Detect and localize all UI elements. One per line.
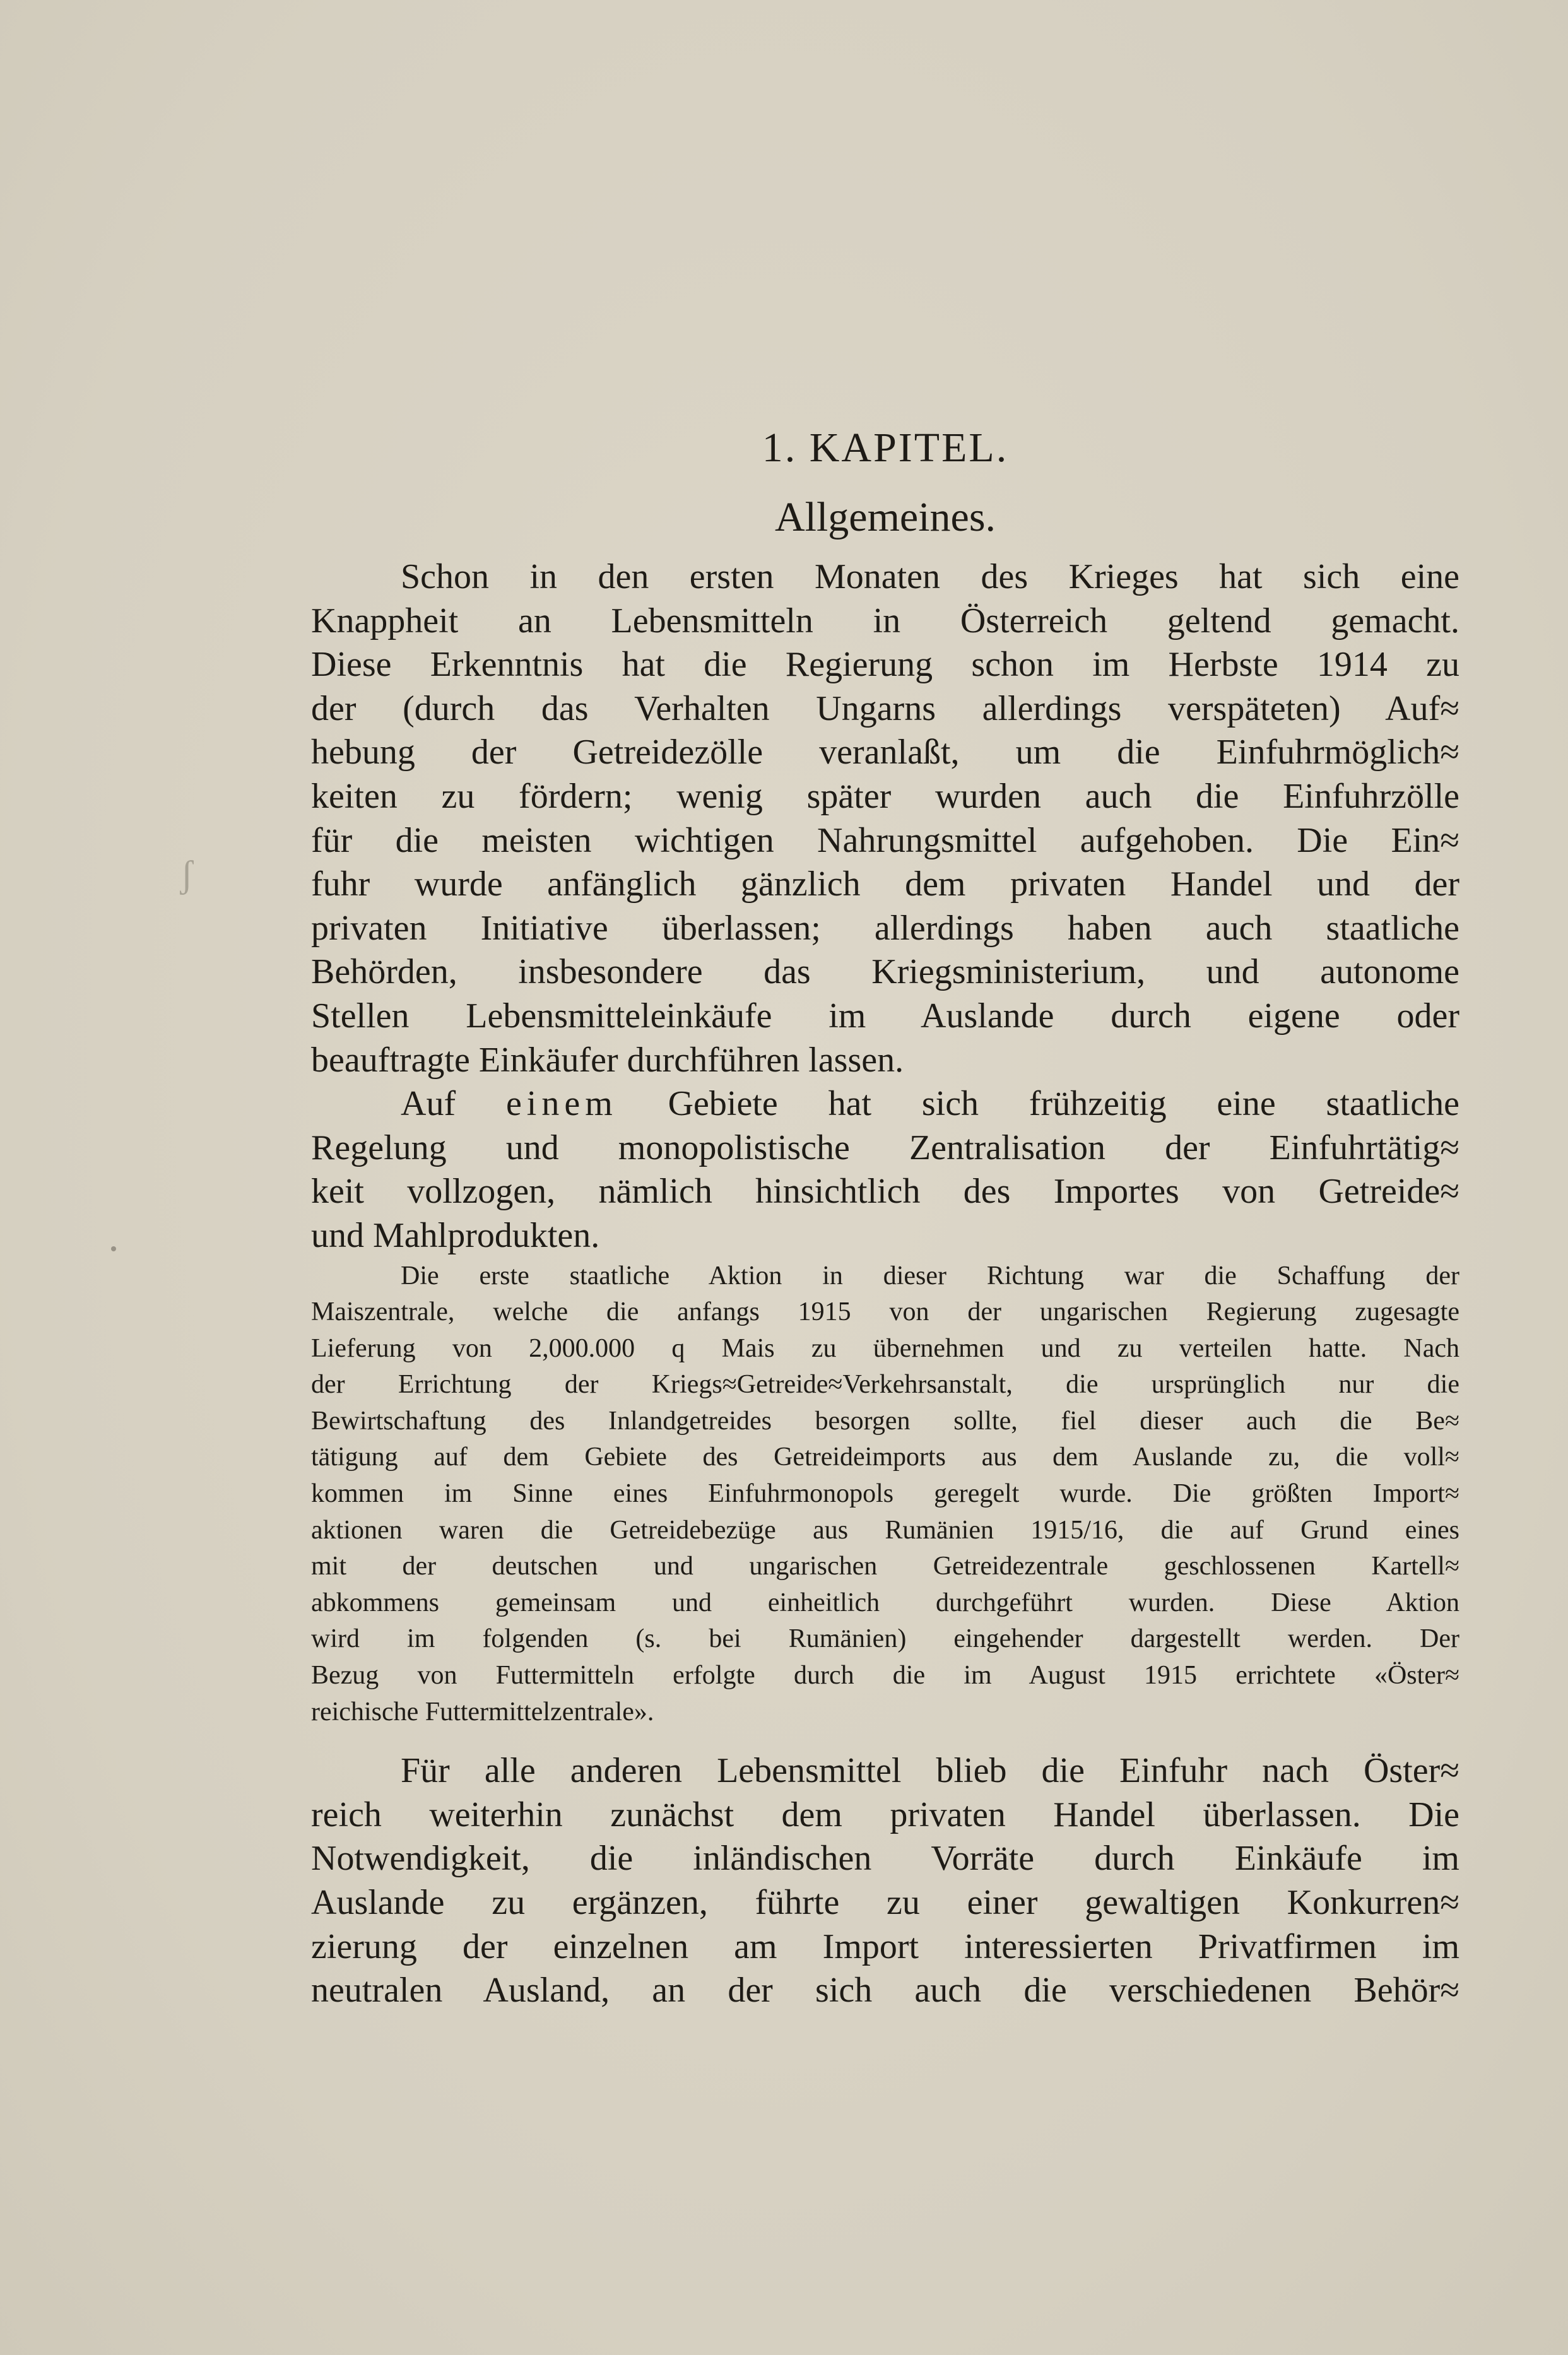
paper-speck bbox=[111, 1246, 116, 1251]
text-line: und Mahlprodukten. bbox=[311, 1215, 600, 1255]
text-line: Für alle anderen Lebensmittel blieb die Einfuhr nach Öster≈ bbox=[401, 1751, 1459, 1791]
text-line: hebung der Getreidezölle veranlaßt, um die Einfuhrmöglich≈ bbox=[311, 733, 1459, 772]
note-line: Bewirtschaftung des Inlandgetreides besorgen sollte, fiel dieser auch die Be≈ bbox=[311, 1406, 1459, 1436]
note-line: Lieferung von 2,000.000 q Mais zu übernehmen und zu verteilen hatte. Nach bbox=[311, 1333, 1459, 1363]
emphasized-word: einem bbox=[505, 1084, 618, 1124]
chapter-heading: 1. KAPITEL. bbox=[762, 425, 1009, 471]
text-line bbox=[311, 1082, 1459, 1126]
text-line: Regelung und monopolistische Zentralisation der Einfuhrtätig≈ bbox=[311, 1128, 1459, 1167]
paragraph-1 bbox=[311, 555, 1459, 1082]
paragraph-3 bbox=[311, 1749, 1459, 2013]
text-line: privaten Initiative überlassen; allerdings haben auch staatliche bbox=[311, 908, 1459, 948]
text-line: Diese Erkenntnis hat die Regierung schon im Herbste 1914 zu bbox=[311, 645, 1459, 685]
note-line: Maiszentrale, welche die anfangs 1915 von der ungarischen Regierung zugesagte bbox=[311, 1297, 1459, 1327]
margin-pencil-mark: ʃ bbox=[180, 853, 193, 895]
text-line: reich weiterhin zunächst dem privaten Handel überlassen. Die bbox=[311, 1795, 1459, 1834]
text-line: Stellen Lebensmitteleinkäufe im Auslande durch eigene oder bbox=[311, 996, 1459, 1036]
text-line: beauftragte Einkäufer durchführen lassen. bbox=[311, 1040, 904, 1080]
text-line: Auslande zu ergänzen, führte zu einer gewaltigen Konkurren≈ bbox=[311, 1883, 1459, 1922]
text-line: Behörden, insbesondere das Kriegsministerium, und autonome bbox=[311, 952, 1459, 992]
note-line: kommen im Sinne eines Einfuhrmonopols geregelt wurde. Die größten Import≈ bbox=[311, 1479, 1459, 1509]
note-line: reichische Futtermittelzentrale». bbox=[311, 1697, 654, 1726]
note-line: Die erste staatliche Aktion in dieser Richtung war die Schaffung der bbox=[401, 1261, 1459, 1290]
note-line: mit der deutschen und ungarischen Getreidezentrale geschlossenen Kartell≈ bbox=[311, 1552, 1459, 1581]
note-line: aktionen waren die Getreidebezüge aus Rumänien 1915/16, die auf Grund eines bbox=[311, 1515, 1459, 1545]
note-line: wird im folgenden (s. bei Rumänien) eingehender dargestellt werden. Der bbox=[311, 1624, 1459, 1654]
paragraph-2 bbox=[311, 1082, 1459, 1258]
text-line: der (durch das Verhalten Ungarns allerdings verspäteten) Auf≈ bbox=[311, 688, 1459, 728]
text-line: fuhr wurde anfänglich gänzlich dem privaten Handel und der bbox=[311, 865, 1459, 904]
text-line: keit vollzogen, nämlich hinsichtlich des Importes von Getreide≈ bbox=[311, 1172, 1459, 1212]
text-fragment: Gebiete hat sich frühzeitig eine staatliche bbox=[617, 1084, 1459, 1124]
text-line: Schon in den ersten Monaten des Krieges hat sich eine bbox=[401, 557, 1459, 596]
text-line: Notwendigkeit, die inländischen Vorräte durch Einkäufe im bbox=[311, 1839, 1459, 1879]
text-line: für die meisten wichtigen Nahrungsmittel aufgehoben. Die Ein≈ bbox=[311, 820, 1459, 860]
text-line: zierung der einzelnen am Import interessierten Privatfirmen im bbox=[311, 1927, 1459, 1966]
chapter-title: Allgemeines. bbox=[774, 494, 996, 540]
note-line: abkommens gemeinsam und einheitlich durchgeführt wurden. Diese Aktion bbox=[311, 1588, 1459, 1617]
text-line: Knappheit an Lebensmitteln in Österreich geltend gemacht. bbox=[311, 601, 1459, 640]
small-print-note bbox=[311, 1258, 1459, 1731]
note-line: tätigung auf dem Gebiete des Getreideimports aus dem Auslande zu, die voll≈ bbox=[311, 1443, 1459, 1472]
note-line: der Errichtung der Kriegs≈Getreide≈Verkehrsanstalt, die ursprünglich nur die bbox=[311, 1370, 1459, 1400]
text-fragment: Auf bbox=[401, 1084, 506, 1124]
note-line: Bezug von Futtermitteln erfolgte durch die im August 1915 errichtete «Öster≈ bbox=[311, 1661, 1459, 1691]
text-line: neutralen Ausland, an der sich auch die verschiedenen Behör≈ bbox=[311, 1971, 1459, 2010]
text-block bbox=[311, 416, 1459, 2013]
text-line: keiten zu fördern; wenig später wurden auch die Einfuhrzölle bbox=[311, 776, 1459, 816]
